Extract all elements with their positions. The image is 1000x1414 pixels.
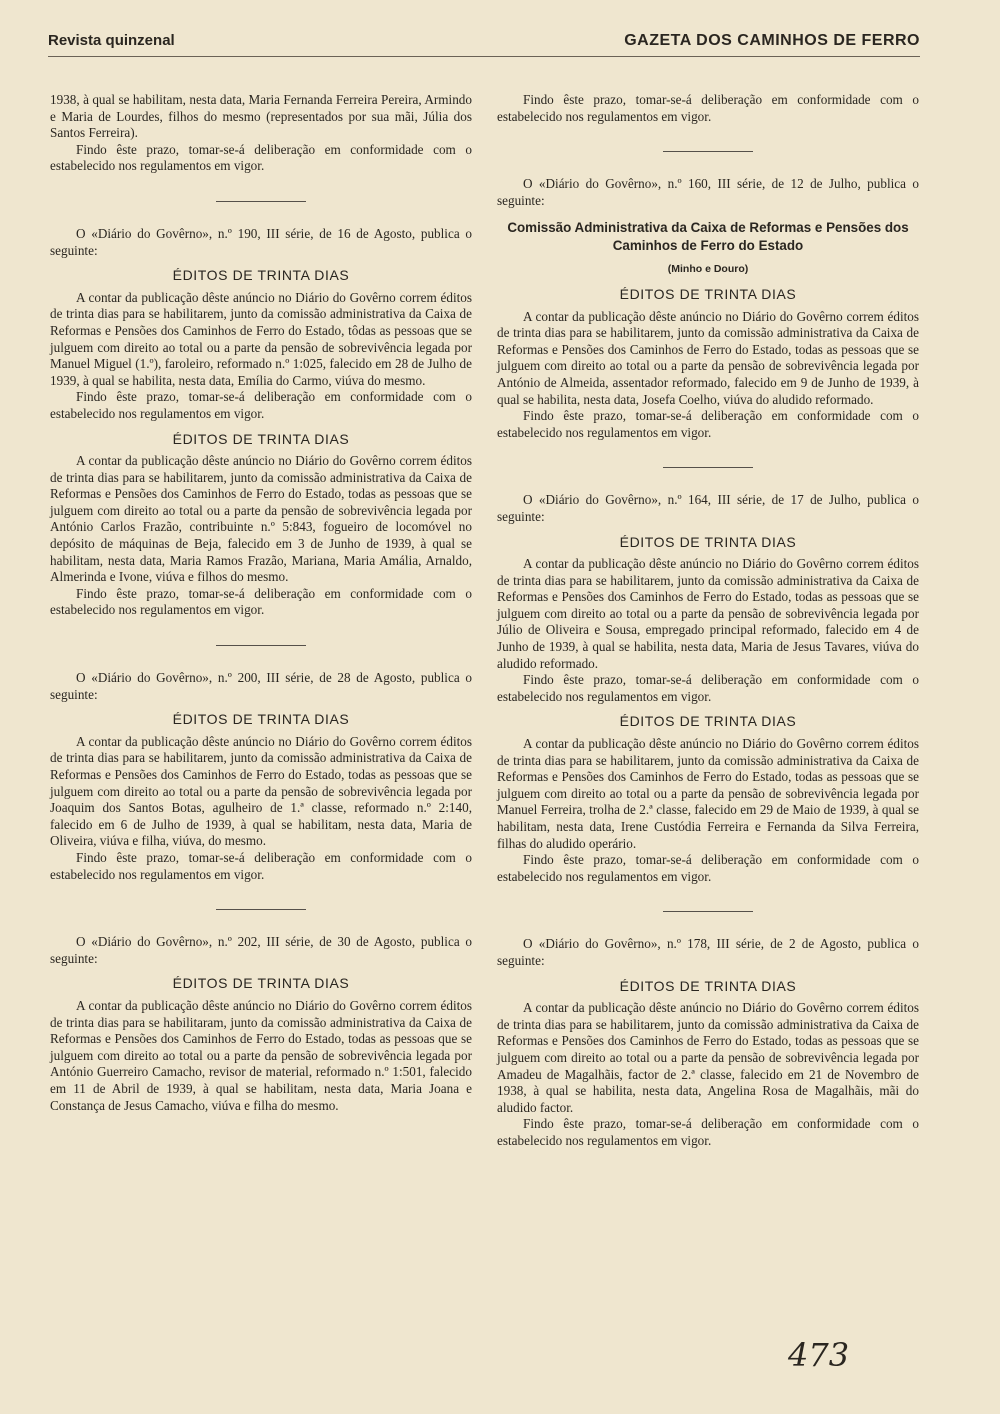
notice-heading: ÉDITOS DE TRINTA DIAS: [619, 285, 797, 302]
notice-body: A contar da publicação dêste anúncio no Diário do Govêrno correm éditos de trinta dias para se habilitarem, junto da comissão administrativa da Caixa de Reformas e Pensões dos Caminhos de Ferro do Estado, todas as pessoas que se julguem com direito ao total ou a parte da pensão de sobrevivência legada por António Carlos Frazão, contribuinte n.º 5:843, fogueiro de locomóvel no depósito de máquinas de Beja, falecido em 3 de Junho de 1939, à qual se habilitam, nesta data, Maria Ramos Frazão, Mariana, Maria Amália, Arnaldo, Almerinda e Ivone, viúva e filhos do mesmo.: [50, 453, 472, 585]
notice-closing: Findo êste prazo, tomar-se-á deliberação em conformidade com o estabelecido nos regulamentos em vigor.: [497, 852, 919, 884]
organization-heading: Comissão Administrativa da Caixa de Reformas e Pensões dos Caminhos de Ferro do Estado: [507, 220, 909, 254]
notice-heading: ÉDITOS DE TRINTA DIAS: [619, 977, 797, 994]
notice-heading: ÉDITOS DE TRINTA DIAS: [172, 711, 350, 728]
notice-closing: Findo êste prazo, tomar-se-á deliberação em conformidade com o estabelecido nos regulamentos em vigor.: [497, 672, 919, 704]
notice-intro: O «Diário do Govêrno», n.º 190, III série, de 16 de Agosto, publica o seguinte:: [50, 225, 472, 258]
separator-rule: [663, 467, 753, 468]
notice-intro: O «Diário do Govêrno», n.º 202, III série, de 30 de Agosto, publica o seguinte:: [50, 934, 472, 966]
separator-rule: [663, 151, 753, 152]
notice-body: A contar da publicação dêste anúncio no Diário do Govêrno correm éditos de trinta dias para se habilitarem, junto da comissão administrativa da Caixa de Reformas e Pensões dos Caminhos de Ferro do Estado, todas as pessoas que se julguem com direito ao total ou a parte da pensão de sobrevivência legada por Joaquim dos Santos Botas, agulheiro de 1.ª classe, reformado n.º 2:140, falecido em 6 de Julho de 1939, à qual se habilitam, nesta data, Maria de Oliveira, viúva e filha, viúva, do mesmo.: [50, 733, 472, 849]
notice-body: A contar da publicação dêste anúncio no Diário do Govêrno correm éditos de trinta dias para se habilitarem, junto da comissão administrativa da Caixa de Reformas e Pensões dos Caminhos de Ferro do Estado, todas as pessoas que se julguem com direito ao total ou a parte da pensão de sobrevivência legada por Manuel Ferreira, trolha de 2.ª classe, falecido em 29 de Maio de 1939, à qual se habilitam, nesta data, Irene Custódia Ferreira e Fernanda da Silva Ferreira, filhas do aludido operário.: [497, 736, 919, 851]
notice-closing: Findo êste prazo, tomar-se-á deliberação em conformidade com o estabelecido nos regulamentos em vigor.: [497, 408, 919, 440]
region-subheading: (Minho e Douro): [667, 263, 749, 276]
notice-body: A contar da publicação dêste anúncio no Diário do Govêrno correm éditos de trinta dias para se habilitaram, junto da comissão administrativa da Caixa de Reformas e Pensões dos Caminhos de Ferro do Estado, todas as pessoas que se julguem com direito ao total ou a parte da pensão de sobrevivência legada por António Guerreiro Camacho, revisor de material, reformado n.º 1:501, falecido em 11 de Abril de 1939, à qual se habilitam, nesta data, Maria Joana e Constança de Jesus Camacho, viúva e filha do mesmo.: [50, 997, 472, 1113]
right-column: [497, 92, 919, 1150]
separator-rule: [216, 201, 306, 202]
notice-closing: Findo êste prazo, tomar-se-á deliberação em conformidade com o estabelecido nos regulamentos em vigor.: [50, 585, 472, 618]
notice-intro: O «Diário do Govêrno», n.º 160, III série, de 12 de Julho, publica o seguinte:: [497, 176, 919, 208]
notice-heading: ÉDITOS DE TRINTA DIAS: [172, 430, 350, 447]
notice-intro: O «Diário do Govêrno», n.º 178, III série, de 2 de Agosto, publica o seguinte:: [497, 936, 919, 968]
notice-intro: O «Diário do Govêrno», n.º 164, III série, de 17 de Julho, publica o seguinte:: [497, 492, 919, 524]
separator-rule: [216, 909, 306, 910]
notice-body: A contar da publicação dêste anúncio no Diário do Govêrno correm éditos de trinta dias para se habilitarem, junto da comissão administrativa da Caixa de Reformas e Pensões dos Caminhos de Ferro do Estado, todas as pessoas que se julguem com direito ao total ou a parte da pensão de sobrevivência legada por Júlio de Oliveira e Sousa, empregado principal reformado, falecido em 4 de Junho de 1939, à qual se habilita, nesta data, Maria de Jesus Tavares, viúva do aludido reformado.: [497, 556, 919, 671]
running-head: [48, 30, 920, 57]
page-number: 473: [788, 1336, 850, 1374]
notice-heading: ÉDITOS DE TRINTA DIAS: [172, 975, 350, 992]
separator-rule: [663, 911, 753, 912]
notice-heading: ÉDITOS DE TRINTA DIAS: [619, 713, 797, 730]
notice-heading: ÉDITOS DE TRINTA DIAS: [172, 267, 350, 284]
notice-closing: Findo êste prazo, tomar-se-á deliberação em conformidade com o estabelecido nos regulamentos em vigor.: [497, 1116, 919, 1148]
notice-intro: O «Diário do Govêrno», n.º 200, III série, de 28 de Agosto, publica o seguinte:: [50, 670, 472, 702]
notice-heading: ÉDITOS DE TRINTA DIAS: [619, 533, 797, 550]
notice-closing: Findo êste prazo, tomar-se-á deliberação em conformidade com o estabelecido nos regulamentos em vigor.: [50, 849, 472, 882]
notice-body: A contar da publicação dêste anúncio no Diário do Govêrno correm éditos de trinta dias para se habilitarem, junto da comissão administrativa da Caixa de Reformas e Pensões dos Caminhos de Ferro do Estado, todas as pessoas que se julguem com direito ao total ou a parte da pensão de sobrevivência legada por António de Almeida, assentador reformado, falecido em 9 de Junho de 1939, à qual se habilita, nesta data, Josefa Coelho, viúva do aludido reformado.: [497, 308, 919, 407]
notice-closing: Findo êste prazo, tomar-se-á deliberação em conformidade com o estabelecido nos regulamentos em vigor.: [50, 389, 472, 421]
separator-rule: [216, 645, 306, 646]
notice-body: A contar da publicação dêste anúncio no Diário do Govêrno correm éditos de trinta dias para se habilitarem, junto da comissão administrativa da Caixa de Reformas e Pensões dos Caminhos de Ferro do Estado, todas as pessoas que se julguem com direito ao total ou a parte da pensão de sobrevivência legada por Amadeu de Magalhãis, factor de 2.ª classe, falecido em 21 de Novembro de 1938, à qual se habilita, nesta data, Angelina Rosa de Magalhãis, mãi do aludido factor.: [497, 1000, 919, 1115]
journal-title: GAZETA DOS CAMINHOS DE FERRO: [624, 32, 920, 49]
notice-body: A contar da publicação dêste anúncio no Diário do Govêrno correm éditos de trinta dias para se habilitarem, junto da comissão administrativa da Caixa de Reformas e Pensões dos Caminhos de Ferro do Estado, tôdas as pessoas que se julguem com direito ao total ou a parte da pensão de sobrevivência legada por Manuel Miguel (1.º), faroleiro, reformado n.º 1:025, falecido em 28 de Julho de 1939, à qual se habilita, nesta data, Emília do Carmo, viúva do mesmo.: [50, 289, 472, 388]
paragraph: Findo êste prazo, tomar-se-á deliberação em conformidade com o estabelecido nos regulamentos em vigor.: [50, 141, 472, 174]
journal-frequency: Revista quinzenal: [48, 32, 175, 49]
left-column: [50, 92, 472, 1114]
paragraph: 1938, à qual se habilitam, nesta data, Maria Fernanda Ferreira Pereira, Armindo e Maria de Lourdes, filhos do mesmo (representados por sua mãi, Júlia dos Santos Ferreira).: [50, 92, 472, 141]
paragraph: Findo êste prazo, tomar-se-á deliberação em conformidade com o estabelecido nos regulamentos em vigor.: [497, 92, 919, 124]
